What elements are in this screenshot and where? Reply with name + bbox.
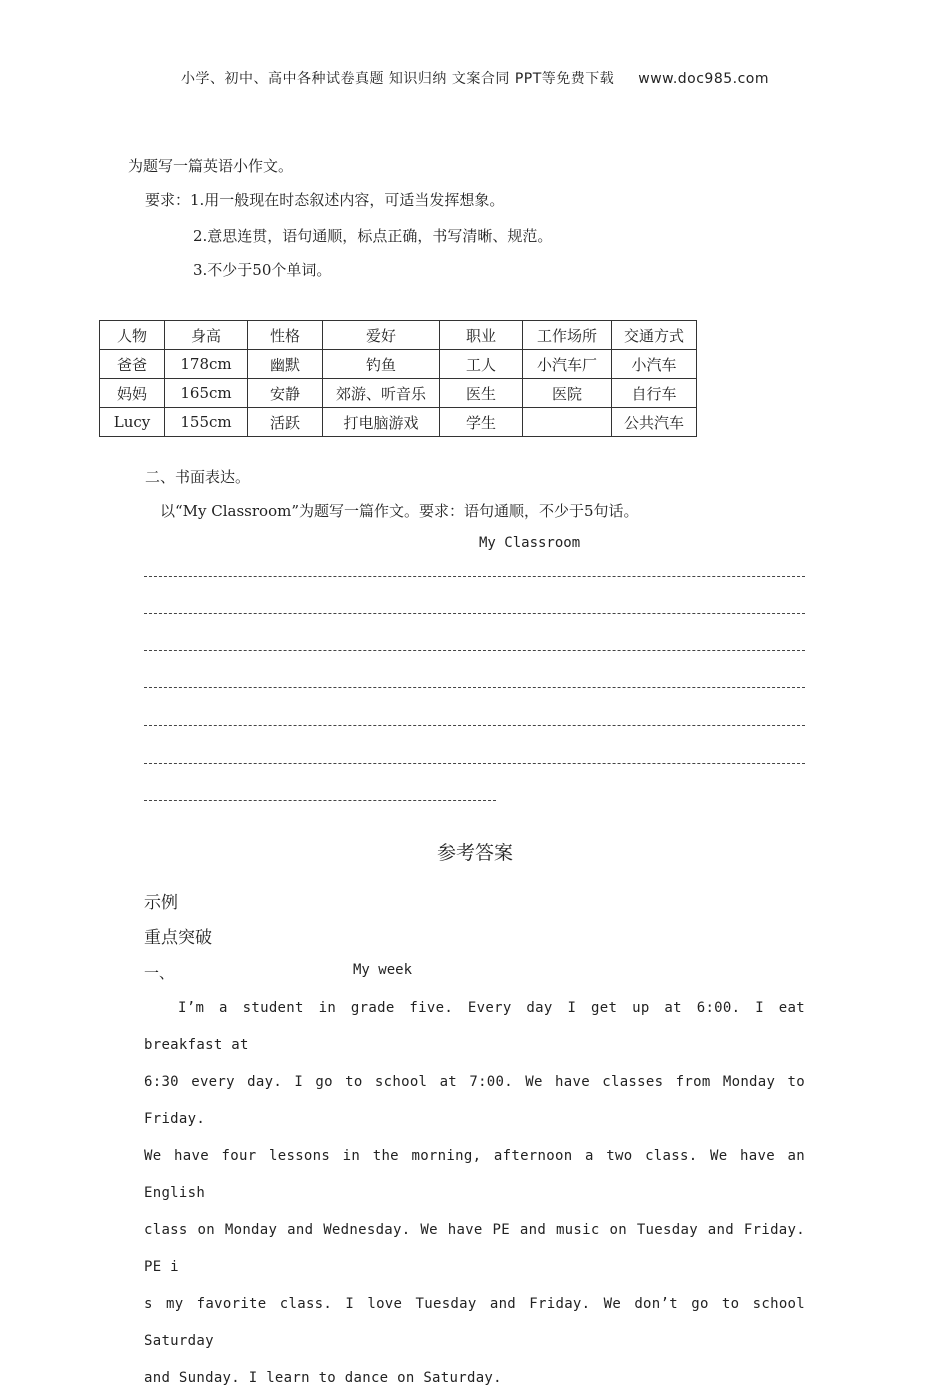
table-cell: 医院 [523, 379, 612, 408]
table-header-cell: 职业 [440, 321, 523, 350]
paragraph-line: 6:30 every day. I go to school at 7:00. We have classes from Monday to Friday. [144, 1074, 805, 1127]
header-text: 小学、初中、高中各种试卷真题 知识归纳 文案合同 PPT等免费下载 [180, 71, 615, 87]
table-cell: 安静 [248, 379, 323, 408]
table-cell: 郊游、听音乐 [323, 379, 440, 408]
answer-item-number: 一、 [144, 964, 175, 982]
section-2-title: 二、书面表达。 [145, 468, 251, 486]
writing-lines [144, 0, 805, 810]
table-cell: 活跃 [248, 408, 323, 437]
answers-title: 参考答案 [436, 842, 513, 864]
answer-essay-title: My week [353, 962, 413, 978]
requirement-1: 要求：1.用一般现在时态叙述内容，可适当发挥想象。 [145, 191, 505, 209]
table-cell: 178cm [165, 350, 248, 379]
paragraph-line: s my favorite class. I love Tuesday and Friday. We don’t go to school Saturday [144, 1296, 805, 1349]
paragraph-line: class on Monday and Wednesday. We have PE and music on Tuesday and Friday. PE i [144, 1222, 805, 1275]
table-cell: 公共汽车 [612, 408, 697, 437]
writing-line [144, 763, 805, 764]
header-site: www.doc985.com [638, 71, 770, 87]
essay-title-blank: My Classroom [479, 535, 581, 551]
answers-focus: 重点突破 [144, 928, 212, 948]
writing-line [144, 725, 805, 726]
task-intro: 为题写一篇英语小作文。 [128, 157, 294, 175]
writing-line [144, 613, 805, 614]
table-cell: 工人 [440, 350, 523, 379]
table-cell: 爸爸 [100, 350, 165, 379]
table-header-cell: 人物 [100, 321, 165, 350]
table-cell: 妈妈 [100, 379, 165, 408]
answers-example: 示例 [144, 893, 178, 913]
writing-line [144, 576, 805, 577]
table-header-cell: 性格 [248, 321, 323, 350]
table-header-cell: 交通方式 [612, 321, 697, 350]
paragraph-line: We have four lessons in the morning, afternoon a two class. We have an English [144, 1148, 805, 1201]
writing-line [144, 687, 805, 688]
answer-paragraph [144, 990, 805, 1397]
table-header-cell: 爱好 [323, 321, 440, 350]
paragraph-line: and Sunday. I learn to dance on Saturday. [144, 1370, 502, 1386]
table-cell: 165cm [165, 379, 248, 408]
table-cell: 小汽车厂 [523, 350, 612, 379]
table-cell: 自行车 [612, 379, 697, 408]
requirement-2: 2.意思连贯，语句通顺，标点正确，书写清晰、规范。 [193, 227, 553, 245]
table-header-cell: 身高 [165, 321, 248, 350]
table-cell: Lucy [100, 408, 165, 437]
table-cell: 学生 [440, 408, 523, 437]
paragraph-line: I’m a student in grade five. Every day I get up at 6:00. I eat breakfast at [144, 1000, 805, 1053]
table-cell: 钓鱼 [323, 350, 440, 379]
writing-line [144, 650, 805, 651]
table-cell: 155cm [165, 408, 248, 437]
table-cell: 小汽车 [612, 350, 697, 379]
table-cell: 打电脑游戏 [323, 408, 440, 437]
writing-line [144, 800, 496, 801]
requirement-3: 3.不少于50个单词。 [193, 261, 332, 279]
table-header-cell: 工作场所 [523, 321, 612, 350]
table-cell: 医生 [440, 379, 523, 408]
table-cell: 幽默 [248, 350, 323, 379]
section-2-instruction: 以“My Classroom”为题写一篇作文。要求：语句通顺，不少于5句话。 [160, 502, 639, 520]
